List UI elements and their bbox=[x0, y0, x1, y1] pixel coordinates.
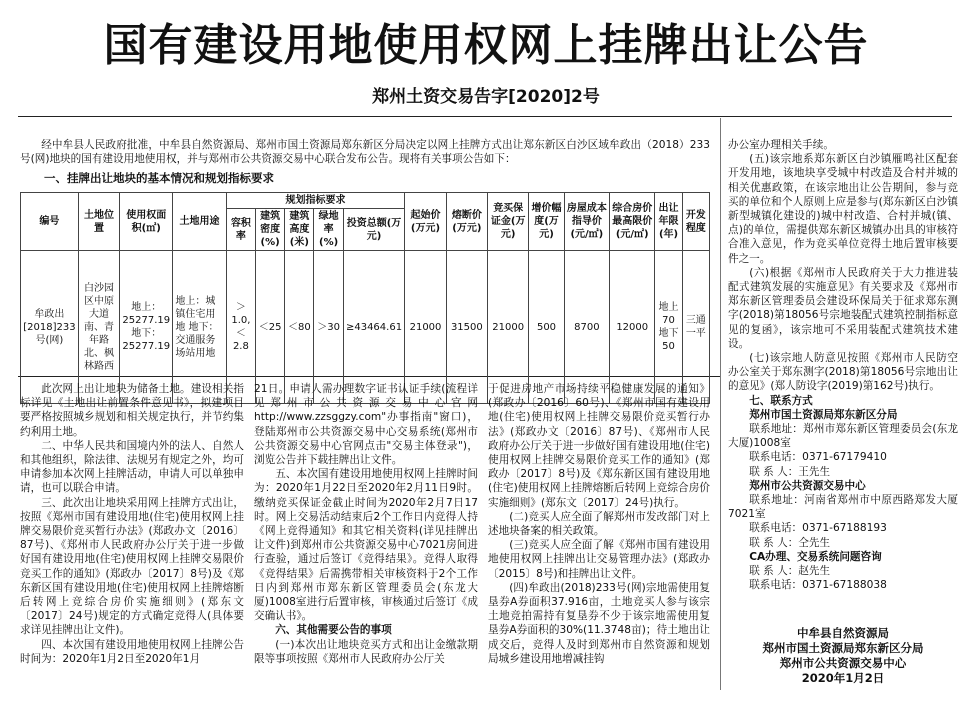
col3-para-3: (三)竞买人应全面了解《郑州市国有建设用地使用权网上挂牌出让交易管理办法》(郑政办〔2015〕8号)和挂牌出让文件。 bbox=[488, 539, 710, 580]
th-height: 建筑高度(米) bbox=[285, 209, 314, 251]
column-divider-right bbox=[720, 118, 721, 690]
col2-para-2: 五、本次国有建设用地使用权网上挂牌时间为：2020年1月22日至2020年2月11日9时。缴纳竞买保证金截止时间为2020年2月7日17时。网上交易活动结束后2个工作日内竞得人持《网上竞得通知》和其它相关资料(详见挂牌出让文件)到郑州市公共资源交易中心7021房间进行查验，通过后签订《竞得结果》。竞得人取得《竞得结果》后需携带相关审核资料于2个工作日内到郑州市郑东新区管理委员会(东龙大厦)1008室进行后置审核，审核通过后签订《成交确认书》。 bbox=[254, 468, 478, 623]
th-location: 土地位置 bbox=[78, 193, 119, 251]
contact-org2: 郑州市公共资源交易中心 bbox=[749, 479, 866, 492]
col1-para-1: 此次网上出让地块为储备土地。建设相关指标详见《土地出让前置条件意见书》，拟建项目要严格按照城乡规划和相关规定执行，并节约集约利用土地。 bbox=[20, 383, 244, 438]
cell-green: ＞30 bbox=[314, 251, 343, 404]
col1-para-2: 二、中华人民共和国境内外的法人、自然人和其他组织，除法律、法规另有规定之外，均可申请参加本次网上挂牌活动，申请人可以单独申请，也可以联合申请。 bbox=[20, 439, 244, 495]
signature-date: 2020年1月2日 bbox=[801, 671, 885, 685]
signature-org1: 中牟县自然资源局 bbox=[797, 626, 889, 640]
col3-para-1: 于促进房地产市场持续平稳健康发展的通知》(郑政办〔2016〕60号)、《郑州市国有建设用地(住宅)使用权网上挂牌交易限价竞买暂行办法》(郑政办文〔2016〕87号)、《郑州市人民政府办公厅关于进一步做好国有建设用地(住宅)使用权网上挂牌交易限价竞买工作的通知》(郑政办〔2017〕8号)及《郑东新区国有建设用地(住宅)使用权网上挂牌熔断后转网上竞综合房价实施细则》(郑东文〔2017〕24号)执行。 bbox=[488, 383, 710, 509]
cell-use: 地上：城镇住宅用地 地下：交通服务场站用地 bbox=[173, 251, 226, 404]
th-investment: 投资总额(万元) bbox=[343, 209, 405, 251]
th-density: 建筑密度(%) bbox=[256, 209, 285, 251]
contact-org1: 郑州市国土资源局郑东新区分局 bbox=[749, 408, 898, 421]
intro-paragraph bbox=[20, 138, 710, 166]
th-housing-cost: 房屋成本指导价(元/㎡) bbox=[564, 193, 609, 251]
col2-section6-heading: 六、其他需要公告的事项 bbox=[275, 624, 392, 637]
body-column-4 bbox=[728, 138, 958, 593]
col4-para-2: (五)该宗地系郑东新区白沙镇雁鸣社区配套开发用地，该地块享受城中村改造及合村并城的相关优惠政策，在该宗地出让公告期间，参与竞买的单位和个人原则上应是参与(郑东新区白沙镇新型城镇化建设的)城中村改造、合村并城(镇、点)的单位，需提供郑东新区城镇办出具的审核符合准入意见，作为竞买单位竞得土地后置审核要件之一。 bbox=[728, 153, 958, 265]
col1-para-4: 四、本次国有建设用地使用权网上挂牌公告时间为：2020年1月2日至2020年1月 bbox=[20, 638, 244, 665]
section1-heading: 一、挂牌出让地块的基本情况和规划指标要求 bbox=[44, 171, 274, 185]
cell-start-price: 21000 bbox=[405, 251, 446, 404]
intro-text: 经中牟县人民政府批准，中牟县自然资源局、郑州市国土资源局郑东新区分局决定以网上挂牌方式出让郑东新区白沙区域牟政出（2018）233号(网)地块的国有建设用地使用权，并与郑州市公共资源交易中心联合发布公告。现将有关事项公告如下： bbox=[20, 139, 710, 166]
contact-org2-addr: 联系地址：河南省郑州市中原西路郑发大厦7021室 bbox=[728, 494, 958, 521]
cell-housing-cost: 8700 bbox=[564, 251, 609, 404]
signature-org3: 郑州市公共资源交易中心 bbox=[779, 656, 907, 670]
th-increment: 增价幅度(万元) bbox=[529, 193, 564, 251]
th-use: 土地用途 bbox=[173, 193, 226, 251]
signature-block bbox=[728, 626, 958, 686]
cell-investment: ≥43464.61 bbox=[343, 251, 405, 404]
cell-increment: 500 bbox=[529, 251, 564, 404]
col1-para-3: 三、此次出让地块采用网上挂牌方式出让，按照《郑州市国有建设用地(住宅)使用权网上挂牌交易限价竞买暂行办法》(郑政办文〔2016〕87号)、《郑州市人民政府办公厅关于进一步做好国有建设用地(住宅)使用权网上挂牌交易限价竞买工作的通知》(郑政办〔2017〕8号)及《郑东新区国有建设用地(住宅)使用权网上挂牌熔断后转网上竞综合房价实施细则》(郑东文〔2017〕24号)规定的方式确定竞得人(具体要求详见挂牌出让文件)。 bbox=[20, 496, 244, 637]
th-start-price: 起始价(万元) bbox=[405, 193, 446, 251]
body-column-2 bbox=[254, 382, 478, 666]
th-housing-max: 综合房价最高限价(元/㎡) bbox=[610, 193, 655, 251]
ca-person: 联 系 人：赵先生 bbox=[749, 565, 831, 578]
th-code: 编号 bbox=[21, 193, 79, 251]
contact-org1-addr: 联系地址：郑州市郑东新区管理委员会(东龙大厦)1008室 bbox=[728, 423, 958, 450]
table-row bbox=[21, 251, 710, 404]
cell-far: ＞1.0,＜2.8 bbox=[226, 251, 255, 404]
th-area: 使用权面积(㎡) bbox=[120, 193, 173, 251]
cell-housing-max: 12000 bbox=[610, 251, 655, 404]
col4-para-4: (七)该宗地人防意见按照《郑州市人民防空办公室关于郑东测字(2018)第18056号宗地出让的意见》(郑人防设字(2019)第162号)执行。 bbox=[728, 352, 958, 393]
col3-para-4: (四)牟政出(2018)233号(网)宗地需使用复垦券A券面积37.916亩，土地竞买人参与该宗土地竞拍需持有复垦券不少于该宗地需使用复垦券A券面积的30%(11.3748亩)；待土地出让成交后，竞得人及时到郑州市自然资源和规划局城乡建设用地增减挂钩 bbox=[488, 581, 710, 665]
ca-heading: CA办理、交易系统问题咨询 bbox=[749, 550, 882, 563]
col2-para-3: (一)本次出让地块竞买方式和出让金缴款期限等事项按照《郑州市人民政府办公厅关 bbox=[254, 638, 478, 665]
cell-height: ＜80 bbox=[285, 251, 314, 404]
body-column-1 bbox=[20, 382, 244, 666]
col2-para-1: 21日。申请人需办理数字证书认证手续(流程详见郑州市公共资源交易中心官网http://www.zzsggzy.com"办事指南"窗口)，登陆郑州市公共资源交易中心交易系统(郑州市公共资源交易中心官网点击"交易主体登录")，浏览公告并下载挂牌出让文件。 bbox=[254, 383, 478, 467]
contacts-heading: 七、联系方式 bbox=[749, 394, 813, 407]
top-rule bbox=[18, 116, 952, 117]
contact-org2-person: 联 系 人：仝先生 bbox=[749, 536, 831, 549]
th-planning-group: 规划指标要求 bbox=[226, 193, 405, 209]
cell-location: 白沙园区中原大道南、青年路北、枫林路西 bbox=[78, 251, 119, 404]
cell-deposit: 21000 bbox=[488, 251, 529, 404]
spec-table bbox=[20, 192, 710, 404]
cell-code: 牟政出[2018]233号(网) bbox=[21, 251, 79, 404]
th-cap-price: 熔断价(万元) bbox=[446, 193, 487, 251]
contact-org1-tel: 联系电话：0371-67179410 bbox=[749, 451, 887, 464]
th-term: 出让年限(年) bbox=[655, 193, 682, 251]
page-subtitle: 郑州土资交易告字[2020]2号 bbox=[372, 87, 600, 107]
th-dev-degree: 开发程度 bbox=[682, 193, 709, 251]
th-deposit: 竞买保证金(万元) bbox=[488, 193, 529, 251]
col4-para-1: 办公室办理相关手续。 bbox=[728, 139, 834, 151]
cell-term: 地上70地下50 bbox=[655, 251, 682, 404]
th-green: 绿地率(%) bbox=[314, 209, 343, 251]
th-far: 容积率 bbox=[226, 209, 255, 251]
contact-org1-person: 联 系 人：王先生 bbox=[749, 465, 831, 478]
ca-tel: 联系电话：0371-67188038 bbox=[749, 579, 887, 592]
body-column-3 bbox=[488, 382, 710, 666]
contact-org2-tel: 联系电话：0371-67188193 bbox=[749, 522, 887, 535]
cell-cap-price: 31500 bbox=[446, 251, 487, 404]
signature-org2: 郑州市国土资源局郑东新区分局 bbox=[762, 641, 924, 655]
col3-para-2: (二)竞买人应全面了解郑州市发改部门对上述地块备案的相关政策。 bbox=[488, 510, 710, 538]
col4-para-3: (六)根据《郑州市人民政府关于大力推进装配式建筑发展的实施意见》有关要求及《郑州市郑东新区管理委员会建设环保局关于征求郑东测字(2018)第18056号宗地装配式建筑控制指标意见的复函》，该宗地可不采用装配式建筑技术建设。 bbox=[728, 266, 958, 350]
page-title: 国有建设用地使用权网上挂牌出让公告 bbox=[103, 20, 869, 71]
cell-density: ＜25 bbox=[256, 251, 285, 404]
cell-area: 地上：25277.19 地下：25277.19 bbox=[120, 251, 173, 404]
cell-dev-degree: 三通一平 bbox=[682, 251, 709, 404]
